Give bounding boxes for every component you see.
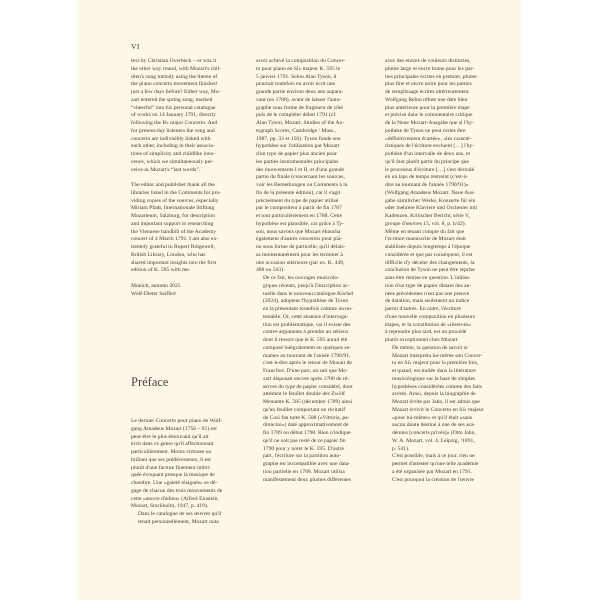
- text-line: to en Si♭ majeur pour la première fois,: [392, 360, 479, 367]
- text-line: 1987, pp. 33 et 156). Tyson fonde son: [256, 135, 341, 142]
- text-line: voir les Bemerkungen ou Comments à la: [256, 182, 348, 188]
- text-line: “cheerful” into his personal catalogue: [131, 104, 216, 111]
- text-line: en un laps de temps restreint (c'est-à-: [385, 174, 469, 181]
- text-line: sans être remise en question. L'utilisa-: [385, 275, 471, 281]
- text-line: conclusion de Tyson ne peut être reprise: [385, 267, 475, 274]
- text-line: qu'un feuillet comportant un récitatif: [263, 406, 346, 413]
- text-line: Alan Tyson, Mozart. Studies of the Au-: [256, 120, 345, 126]
- text-line: manifestement deux plumes différentes: [263, 476, 351, 483]
- text-line: following the B♭ major Concerto. And: [131, 120, 218, 126]
- text-line: sa momentanément pour les terminer à: [256, 251, 343, 258]
- french-col1-paragraph-1: [131, 418, 247, 511]
- text-line: hypothèse est plausible, car grâce à Ty-: [256, 220, 344, 227]
- text-line: musicologique sur la base de simples: [392, 375, 476, 382]
- text-line: en la présentant toutefois comme incon-: [263, 306, 353, 312]
- text-line: de remplissage écrites ultérieurement.: [385, 89, 470, 95]
- text-line: Même en tenant compte du fait que: [385, 228, 465, 235]
- text-line: précisément du type de papier utilisé: [256, 197, 339, 204]
- text-line: graphe est incompatible avec une data-: [263, 461, 351, 467]
- signature-author: Wolf-Dieter Seiffert: [131, 290, 176, 297]
- text-line: Mozart interpréta lui-même son Concer-: [392, 352, 483, 359]
- french-column-3: [385, 58, 505, 484]
- text-line: testable. Or, cette absence d'interroga-: [263, 313, 349, 320]
- text-line: de Così fan tutte K. 588 («Vittoria, pa-: [263, 414, 350, 421]
- text-line: cence, which we simultaneously per-: [131, 158, 214, 165]
- text-line: zart disposait encore après 1788 de ré-: [263, 375, 350, 382]
- text-line: plume large et encre brune pour les par-: [385, 65, 475, 72]
- text-line: d'un type de papier plus ancien pour: [256, 151, 337, 157]
- french-col3-paragraph-1: [385, 58, 505, 345]
- text-line: dren's song melody using the theme of: [131, 73, 218, 80]
- text-line: considérée et que par conséquent, il est: [385, 251, 473, 258]
- french-column-2: [256, 58, 376, 484]
- text-line: grande partie environ deux ans aupara-: [256, 89, 344, 95]
- text-line: chambre. Une «gaieté résignée» se dé-: [131, 480, 218, 486]
- text-line: et précise dans le commentaire critique: [385, 112, 473, 119]
- text-line: particulièrement. Moins virtuose ou: [131, 449, 212, 455]
- text-line: attestent le feuillet double des Zwölf: [263, 391, 345, 398]
- text-line: et quand, est traitée dans la littérature: [392, 368, 476, 374]
- text-line: c'est-à-dire après le retour de Mozart de: [263, 360, 352, 367]
- text-line: écrit dans ce genre qu'il affectionnait: [131, 441, 214, 448]
- text-line: avoir achevé la composition du Concer-: [256, 58, 346, 64]
- text-line: démies [concerts privés]» (Otto Jahn,: [392, 430, 476, 436]
- text-line: to pour piano en Si♭ majeur K. 595 le: [256, 65, 341, 72]
- text-line: a été organisée par Mozart en 1791.: [392, 468, 472, 475]
- english-paragraph-1: [131, 58, 247, 174]
- text-line: zart entered the spring song, marked: [131, 96, 213, 103]
- french-col1-paragraph-2: [131, 511, 247, 527]
- text-line: nées précédentes n'est pas une preuve: [385, 290, 470, 297]
- text-line: et tout particulièrement en 1788. Cette: [256, 213, 343, 219]
- text-line: des mouvements I et II, et d'une grande: [256, 166, 344, 173]
- text-line: Mozart, Stockholm, 1947, p. 419).: [131, 503, 209, 510]
- text-line: tuelle dans le nouveau catalogue Köchel: [263, 290, 354, 297]
- text-line: 5 janvier 1791. Selon Alan Tyson, il: [256, 73, 337, 80]
- text-line: graphe sous forme de fragment de côté: [256, 104, 343, 111]
- text-line: aucun doute destiné à une de ses aca-: [392, 422, 476, 429]
- text-line: p. 541).: [392, 445, 410, 452]
- text-line: The editor and publisher thank all the: [131, 182, 215, 188]
- text-line: vant (en 1788), avant de laisser l'auto-: [256, 96, 342, 103]
- text-line: son, nous savons que Mozart ébaucha: [256, 228, 341, 235]
- text-line: Miriam Pfadt, Internationale Stiftung: [131, 205, 215, 212]
- text-line: ceive as Mozart's “last words”.: [131, 166, 201, 173]
- text-line: également d'autres concertos pour pia-: [256, 236, 343, 243]
- text-line: qu'il ne soit pas resté de ce papier fin: [263, 437, 346, 444]
- text-line: Kadenzen, Kritischer Bericht, série V,: [385, 213, 470, 219]
- text-line: the piano concerto movement finished: [131, 81, 217, 88]
- text-line: tion d'un type de papier distant des an-: [385, 282, 472, 289]
- text-line: maines au tournant de l'année 1790/91,: [263, 352, 351, 359]
- text-line: each other, including in their associa-: [131, 143, 215, 150]
- text-line: cette «œuvre d'adieu» (Alfred Einstein,: [131, 495, 219, 502]
- text-line: pothèse de Tyson ne peut certes être: [385, 127, 466, 134]
- text-line: text by Christian Overbeck – or was it: [131, 58, 217, 64]
- text-line: pourrait toutefois en avoir écrit une: [256, 81, 336, 88]
- text-line: just a few days before? Either way, Mo-: [131, 89, 221, 95]
- text-line: de datation, mais seulement un indice: [385, 298, 470, 305]
- french-col3-paragraph-3: [385, 453, 505, 484]
- text-line: Mozart écrivit le Concerto en Si♭ majeur: [392, 406, 484, 413]
- text-line: W. A. Mozart, vol. 4, Leipzig, ¹1891,: [392, 437, 475, 444]
- text-line: plus fine et encre noire pour les parties: [385, 81, 472, 88]
- french-col2-paragraph-1: [256, 58, 376, 275]
- text-line: giques récents, jusqu'à l'inscription ac-: [263, 282, 350, 289]
- text-line: stabilisée depuis longtemps à l'époque: [385, 244, 471, 250]
- text-line: le processus d'écriture […] s'est déroulé: [385, 166, 475, 173]
- text-line: Le dernier Concerto pour piano de Wolf-: [131, 418, 223, 424]
- text-line: plutôt d'une facture finement imbri-: [131, 464, 211, 471]
- text-line: Wolfgang Rehm réfute une date bien: [385, 96, 468, 103]
- text-line: British Library, London, who has: [131, 251, 206, 258]
- text-line: parmi d'autres. En outre, l'écriture: [385, 306, 461, 312]
- text-line: libraries listed in the Comments for pro-: [131, 189, 222, 196]
- text-line: tion partielle en 1788. Mozart utilisa: [263, 468, 345, 475]
- text-line: groupe d'œuvres 15, vol. 8, p. h/42).: [385, 220, 467, 227]
- text-line: tenait personnellement, Mozart nota: [138, 518, 219, 525]
- text-line: par le compositeur à partir de fin 1787: [256, 205, 342, 212]
- text-line: fin de la présente édition), car il s'agit: [256, 189, 341, 196]
- signature-block: [131, 283, 247, 299]
- french-col3-paragraph-2: [385, 345, 505, 454]
- text-line: tograph Scores, Cambridge / Mass.,: [256, 127, 337, 134]
- text-line: hypothèse sur l'utilisation par Mozart: [256, 143, 340, 150]
- text-line: oder mehrere Klaviere und Orchester mit: [385, 205, 478, 212]
- text-line: difficile d'y déceler des changements, la: [385, 259, 475, 266]
- text-line: Menuette K. 585 (décembre 1789) ainsi: [263, 399, 353, 405]
- text-line: d'une nouvelle composition en plusieurs: [385, 313, 475, 320]
- text-line: dont il ressort que le K. 595 aurait été: [263, 337, 348, 343]
- text-line: Mozarteum, Salzburg, for description: [131, 213, 215, 219]
- text-line: part, l'écriture sur la partition auto-: [263, 453, 342, 460]
- text-line: les parties instrumentales principales: [256, 158, 339, 165]
- text-line: «définitivement écartée», «les caracté-: [385, 135, 472, 142]
- text-line: tremely grateful to Rupert Ridgewell,: [131, 244, 216, 250]
- text-line: permet d'attester qu'une telle académie: [392, 461, 479, 467]
- text-line: plus antérieure pour la première étape: [385, 104, 470, 111]
- text-line: (2024), adoptent l'hypothèse de Tyson: [263, 298, 349, 305]
- english-paragraph-2: [131, 182, 247, 275]
- text-line: partie du finale (concernant les sources,: [256, 174, 345, 181]
- text-line: une occasion ultérieure (par ex. K. 449,: [256, 259, 345, 266]
- text-line: «pour lui-même» et qu'il était «sans: [392, 414, 473, 421]
- text-line: de la Neue Mozart-Ausgabe que si l'hy-: [385, 120, 474, 126]
- text-line: viding copies of the sources, especially: [131, 197, 219, 204]
- text-line: gage de chacun des trois mouvements de: [131, 487, 223, 494]
- text-line: à reprendre plus tard, est un procédé: [385, 329, 467, 336]
- text-line: hypothèses considérées comme des faits: [392, 383, 483, 390]
- page-number: VI: [131, 42, 140, 51]
- text-line: serves du type de papier considéré, dont: [263, 383, 353, 390]
- french-column-1: [131, 418, 247, 527]
- text-line: brillant que ses prédécesseurs, il est: [131, 456, 211, 463]
- text-line: no sous forme de particelle, qu'il délais-: [256, 244, 346, 250]
- text-line: pothèse d'un intervalle de deux ans, et: [385, 151, 471, 157]
- text-line: De ce fait, les ouvrages musicolo-: [263, 275, 340, 281]
- text-line: ristiques de l'écriture excluent […] l'hy-: [385, 143, 475, 150]
- text-line: Francfort. D'une part, on sait que Mo-: [263, 368, 348, 374]
- text-line: ties principales écrites en premier, plume: [385, 73, 477, 80]
- text-line: and important support in researching: [131, 220, 214, 227]
- text-line: Dans le catalogue de ses œuvres qu'il: [138, 511, 222, 517]
- text-line: avec des encres de couleurs distinctes,: [385, 58, 471, 64]
- text-line: concert of 4 March 1791. I am also ex-: [131, 236, 219, 243]
- text-line: droncini») daté approximativement de: [263, 422, 349, 429]
- text-line: qu'il faut plutôt partir du principe que: [385, 158, 469, 165]
- french-col2-paragraph-2: [256, 275, 376, 484]
- text-line: the other way round, with Mozart's chil-: [131, 65, 222, 72]
- signature-place-date: Munich, autumn 2025: [131, 282, 181, 289]
- text-line: gang Amadeus Mozart (1756 – 91) est: [131, 425, 217, 432]
- text-line: shared important insights into the first: [131, 259, 217, 266]
- text-line: 1790 pour y noter le K. 595. D'autre: [263, 445, 345, 452]
- text-line: of works on 14 January 1791, directly: [131, 112, 216, 119]
- text-line: Mozart écrite par Jahn, il est admis que: [392, 399, 480, 405]
- text-line: for present-day listeners the song and: [131, 127, 215, 134]
- text-line: tions of simplicity and childlike inno-: [131, 151, 216, 157]
- text-line: puis de le compléter début 1791 (cf.: [256, 112, 337, 119]
- text-line: 488 ou 503).: [256, 267, 285, 274]
- text-line: De même, la question de savoir si: [392, 344, 468, 351]
- text-line: plutôt exceptionnel chez Mozart.: [385, 337, 459, 343]
- text-line: (Wolfgang Amadeus Mozart. Neue Aus-: [385, 189, 476, 196]
- preface-heading: Préface: [131, 375, 169, 389]
- text-line: C'est pourquoi la création de l'œuvre: [392, 476, 475, 483]
- text-line: composé intégralement en quelques se-: [263, 344, 351, 351]
- text-line: l'écriture manuscrite de Mozart était: [385, 236, 466, 243]
- text-line: fin 1789 ou début 1790. Rien n'indique: [263, 430, 351, 436]
- text-line: the Viennese handbill of the Academy: [131, 228, 217, 235]
- text-line: dire au tournant de l'année 1790/91)»: [385, 182, 469, 188]
- text-line: gabe sämtlicher Werke, Konzerte für ein: [385, 197, 476, 204]
- english-column: [131, 58, 247, 298]
- text-line: avérés. Ainsi, depuis la biographie de: [392, 391, 476, 398]
- text-line: C'est possible, mais à ce jour, rien ne: [392, 453, 475, 460]
- text-line: étapes, et la constitution de «réserves»: [385, 321, 472, 328]
- text-line: peut-être le plus émouvant qu'il ait: [131, 433, 209, 440]
- text-line: quée évoquant presque la musique de: [131, 472, 215, 479]
- text-line: concerto are indivisibly linked with: [131, 135, 211, 142]
- text-line: contre-arguments à prendre au sérieux: [263, 329, 349, 336]
- text-line: tion est problématique, car il existe des: [263, 321, 351, 328]
- text-line: edition of K. 595 with me.: [131, 267, 191, 274]
